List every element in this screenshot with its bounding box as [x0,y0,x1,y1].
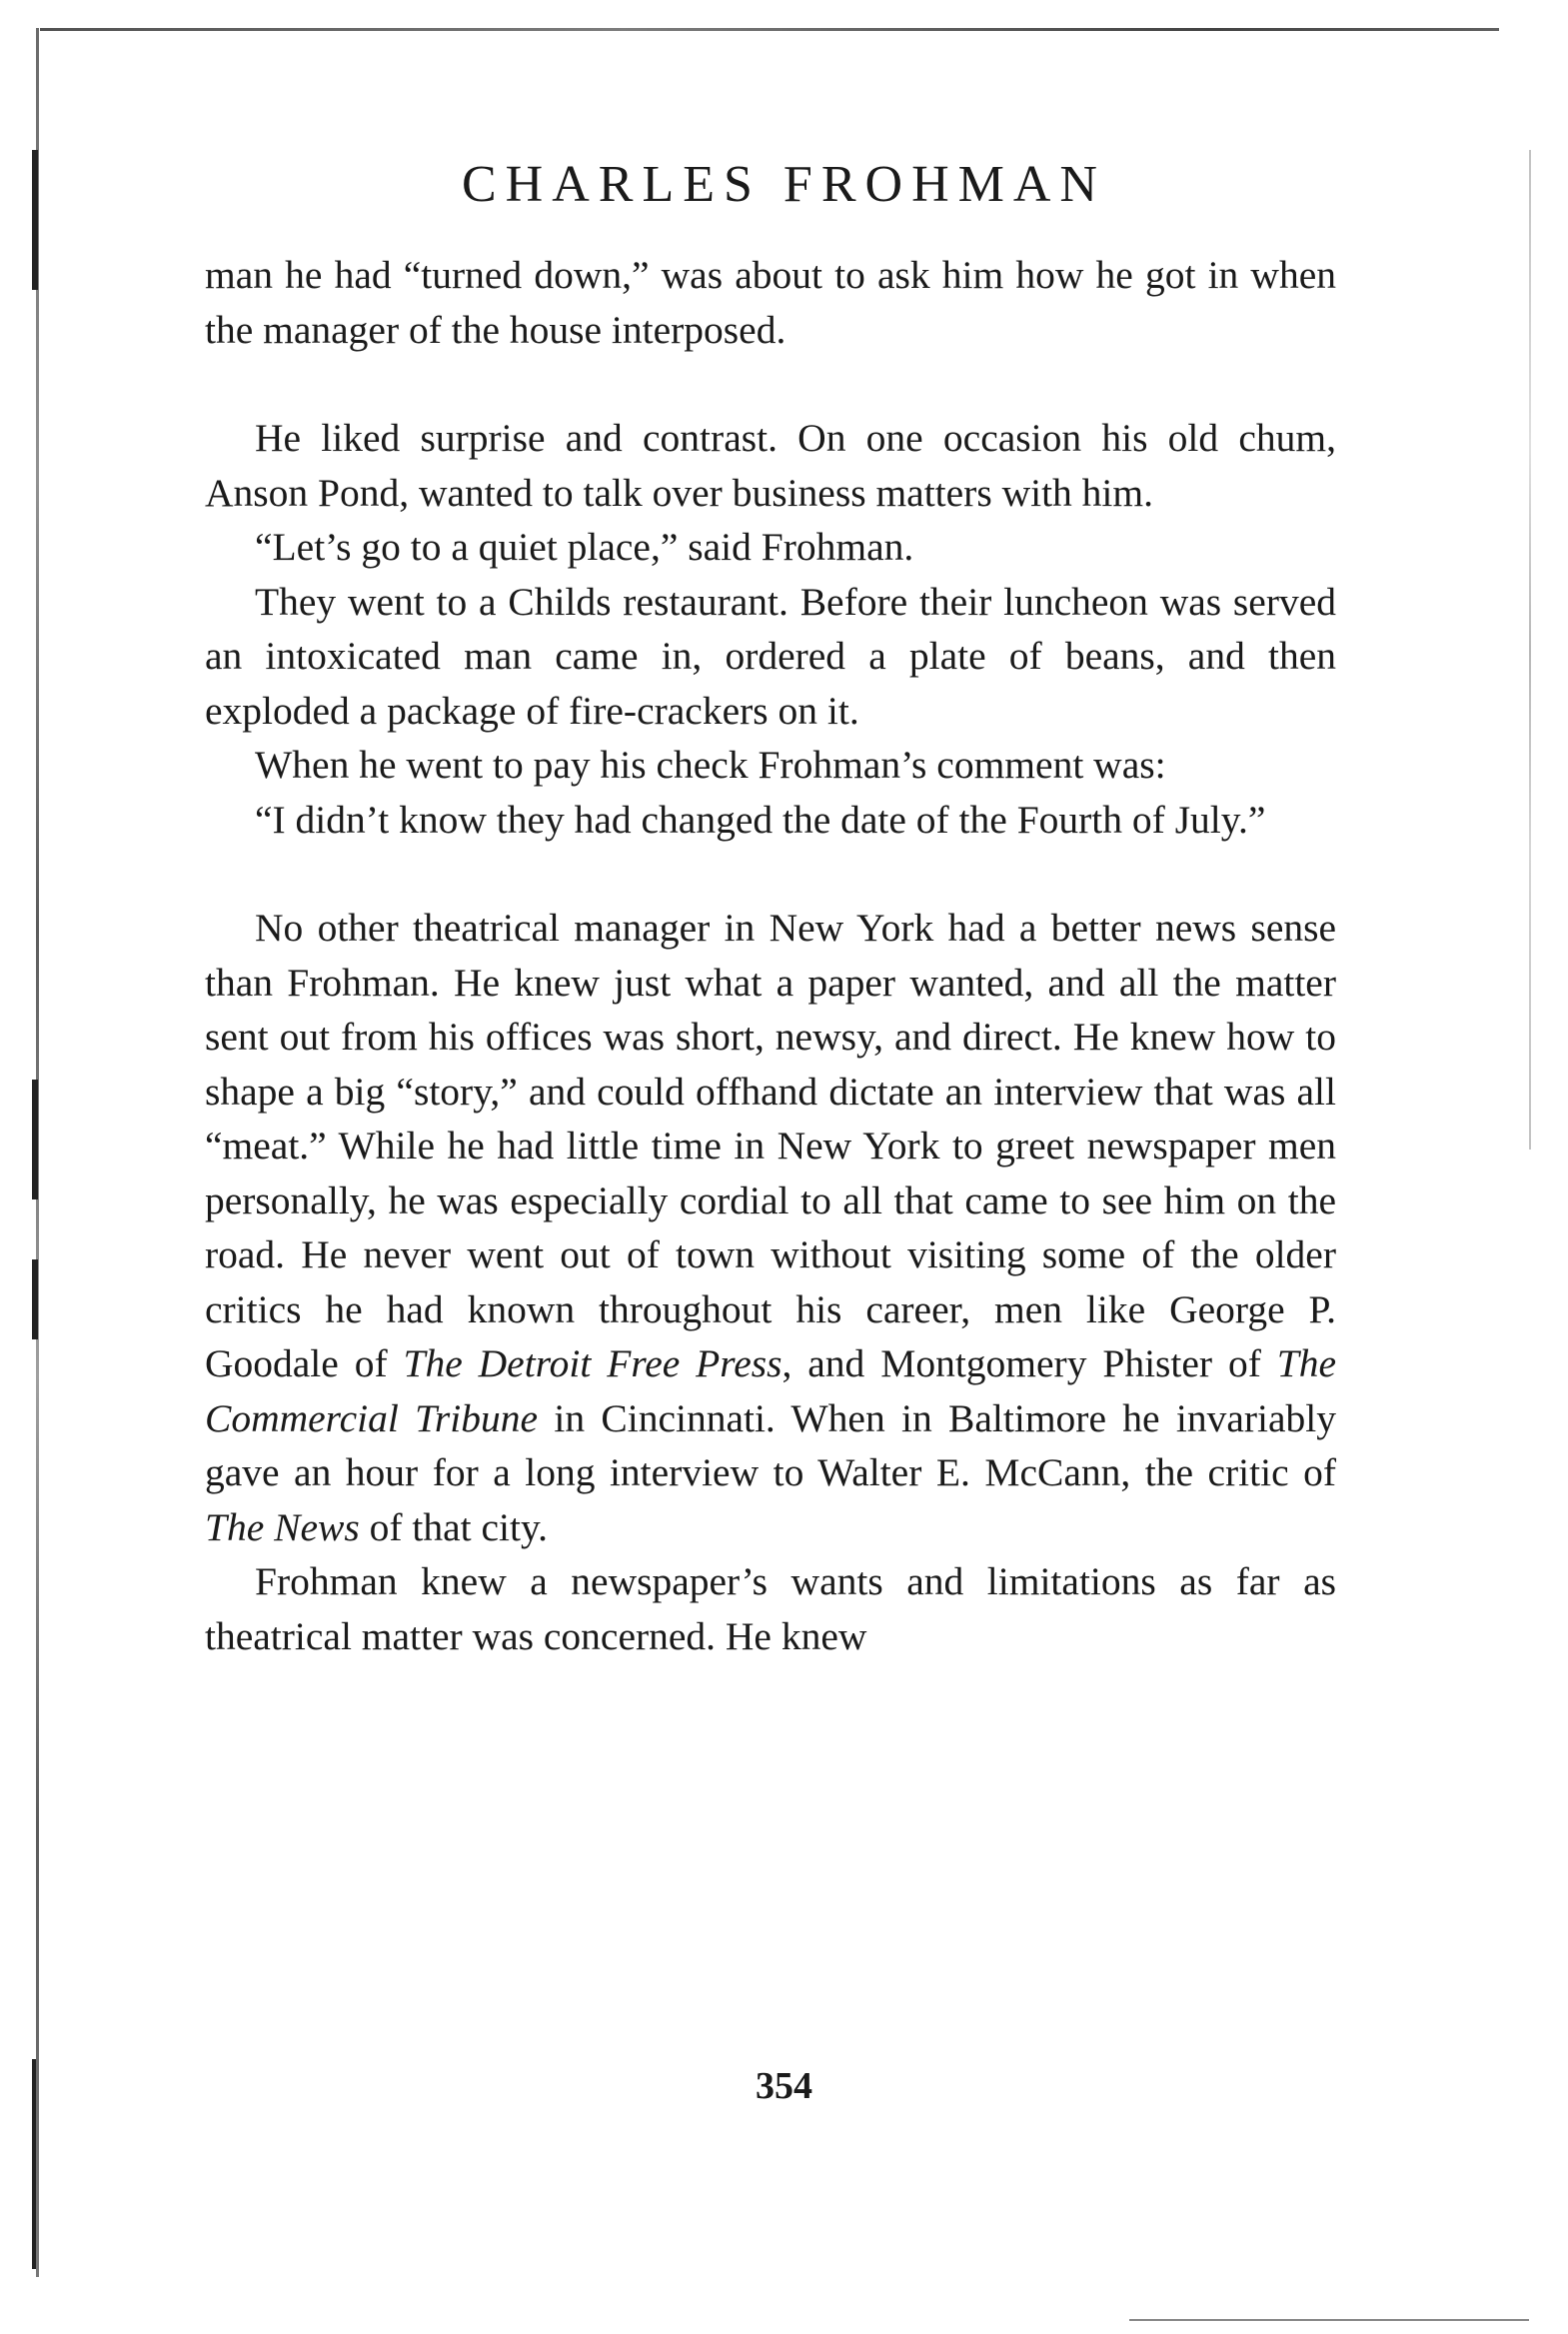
paragraph-text: in Cincinnati. When in Baltimore he invariably gave an hour for a long interview to Walter E. McCann, the critic of [205,1395,1337,1494]
paragraph-quote-fourth-of-july: “I didn’t know they had changed the date of the Fourth of July.” [255,797,1266,842]
running-title: CHARLES FROHMAN [462,156,1106,213]
page-number: 354 [756,2065,812,2107]
scan-edge-bottom [1129,2319,1529,2321]
scan-edge-left-mark [32,1080,38,1199]
paragraph-text: , and Montgomery Phister of [782,1341,1277,1385]
newspaper-title: The Detroit Free Press [403,1341,783,1385]
paragraph-text: of that city. [359,1504,549,1549]
paragraph-newspaper-wants: Frohman knew a newspaper’s wants and limitations as far as theatrical matter was concerned. He knew [205,1559,1336,1658]
page-body [205,248,1336,1663]
paragraph-news-sense [205,901,1336,1554]
scan-edge-right [1529,150,1531,1150]
scan-edge-left-mark [32,1259,38,1339]
paragraph-quote-quiet-place: “Let’s go to a quiet place,” said Frohman. [255,525,914,569]
paragraph-text: No other theatrical manager in New York had a better news sense than Frohman. He knew just what a paper wanted, and all the matter sent out from his offices was short, newsy, and direct. He knew how to shape a big “story,” and could offhand dictate an interview that was all “meat.” While he had little time in New York to greet newspaper men personally, he was especially cordial to all that came to see him on the road. He never went out of town without visiting some of the older critics he had known throughout his career, men like George P. Goodale of [205,906,1336,1385]
paragraph-childs-restaurant: They went to a Childs restaurant. Before their luncheon was served an intoxicated man came in, ordered a plate of beans, and then exploded a package of fire-crackers on it. [205,579,1336,733]
paragraph-check: When he went to pay his check Frohman’s comment was: [255,743,1166,787]
paragraph-surprise: He liked surprise and contrast. On one occasion his old chum, Anson Pond, wanted to talk over business matters with him. [205,416,1336,515]
paragraph-continuation: man he had “turned down,” was about to ask him how he got in when the manager of the house interposed. [205,253,1336,352]
scan-edge-top [40,28,1499,31]
newspaper-title: The News [205,1504,360,1549]
newspaper-title: The Commercial Tribune [205,1341,1337,1440]
